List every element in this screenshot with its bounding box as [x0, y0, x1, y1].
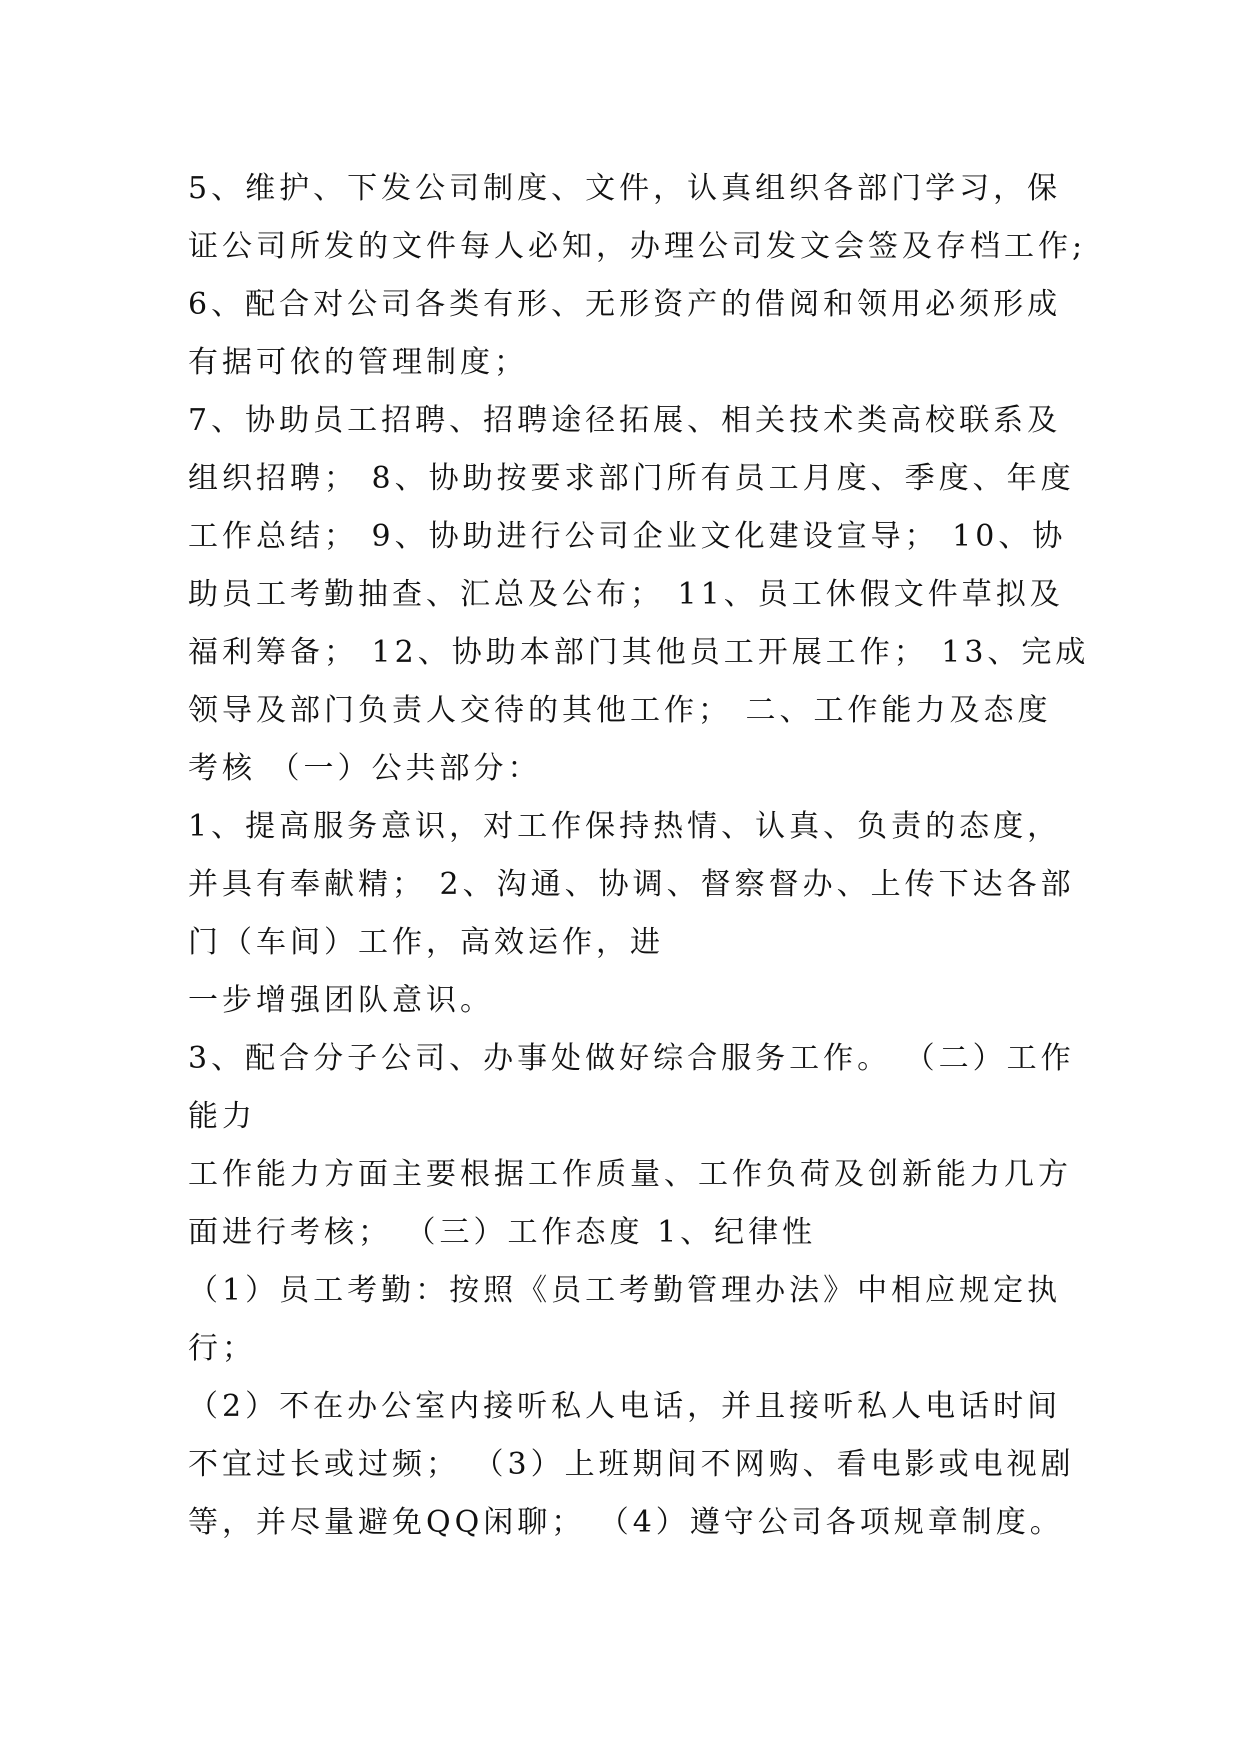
text-line: 不宜过长或过频； （3）上班期间不网购、看电影或电视剧	[188, 1447, 1075, 1482]
text-line: 工作能力方面主要根据工作质量、工作负荷及创新能力几方	[188, 1157, 1072, 1192]
text-line: 有据可依的管理制度；	[188, 345, 528, 380]
text-line: 门（车间）工作，高效运作，进	[188, 925, 664, 960]
text-line: 能力	[188, 1099, 256, 1134]
text-line: 6、配合对公司各类有形、无形资产的借阅和领用必须形成	[188, 287, 1062, 322]
text-line: 面进行考核； （三）工作态度 1、纪律性	[188, 1215, 817, 1250]
text-line: 等，并尽量避免QQ闲聊； （4）遵守公司各项规章制度。	[188, 1505, 1064, 1540]
text-line: 1、提高服务意识，对工作保持热情、认真、负责的态度，	[188, 809, 1062, 844]
document-body	[188, 160, 1090, 1552]
text-line: 组织招聘； 8、协助按要求部门所有员工月度、季度、年度	[188, 461, 1075, 496]
text-line: 一步增强团队意识。	[188, 983, 494, 1018]
text-line: （1）员工考勤：按照《员工考勤管理办法》中相应规定执	[188, 1273, 1062, 1308]
text-line: 5、维护、下发公司制度、文件，认真组织各部门学习，保	[188, 171, 1062, 206]
text-line: 领导及部门负责人交待的其他工作； 二、工作能力及态度	[188, 693, 1052, 728]
text-line: 7、协助员工招聘、招聘途径拓展、相关技术类高校联系及	[188, 403, 1062, 438]
text-line: 3、配合分子公司、办事处做好综合服务工作。 （二）工作	[188, 1041, 1075, 1076]
text-line: 证公司所发的文件每人必知，办理公司发文会签及存档工作;	[188, 229, 1087, 264]
text-line: 考核 （一）公共部分：	[188, 751, 542, 786]
text-line: 并具有奉献精； 2、沟通、协调、督察督办、上传下达各部	[188, 867, 1075, 902]
text-line: 行；	[188, 1331, 256, 1366]
text-line: 工作总结； 9、协助进行公司企业文化建设宣导； 10、协	[188, 519, 1067, 554]
text-line: 助员工考勤抽查、汇总及公布； 11、员工休假文件草拟及	[188, 577, 1064, 612]
text-line: （2）不在办公室内接听私人电话，并且接听私人电话时间	[188, 1389, 1062, 1424]
text-line: 福利筹备； 12、协助本部门其他员工开展工作； 13、完成	[188, 635, 1090, 670]
